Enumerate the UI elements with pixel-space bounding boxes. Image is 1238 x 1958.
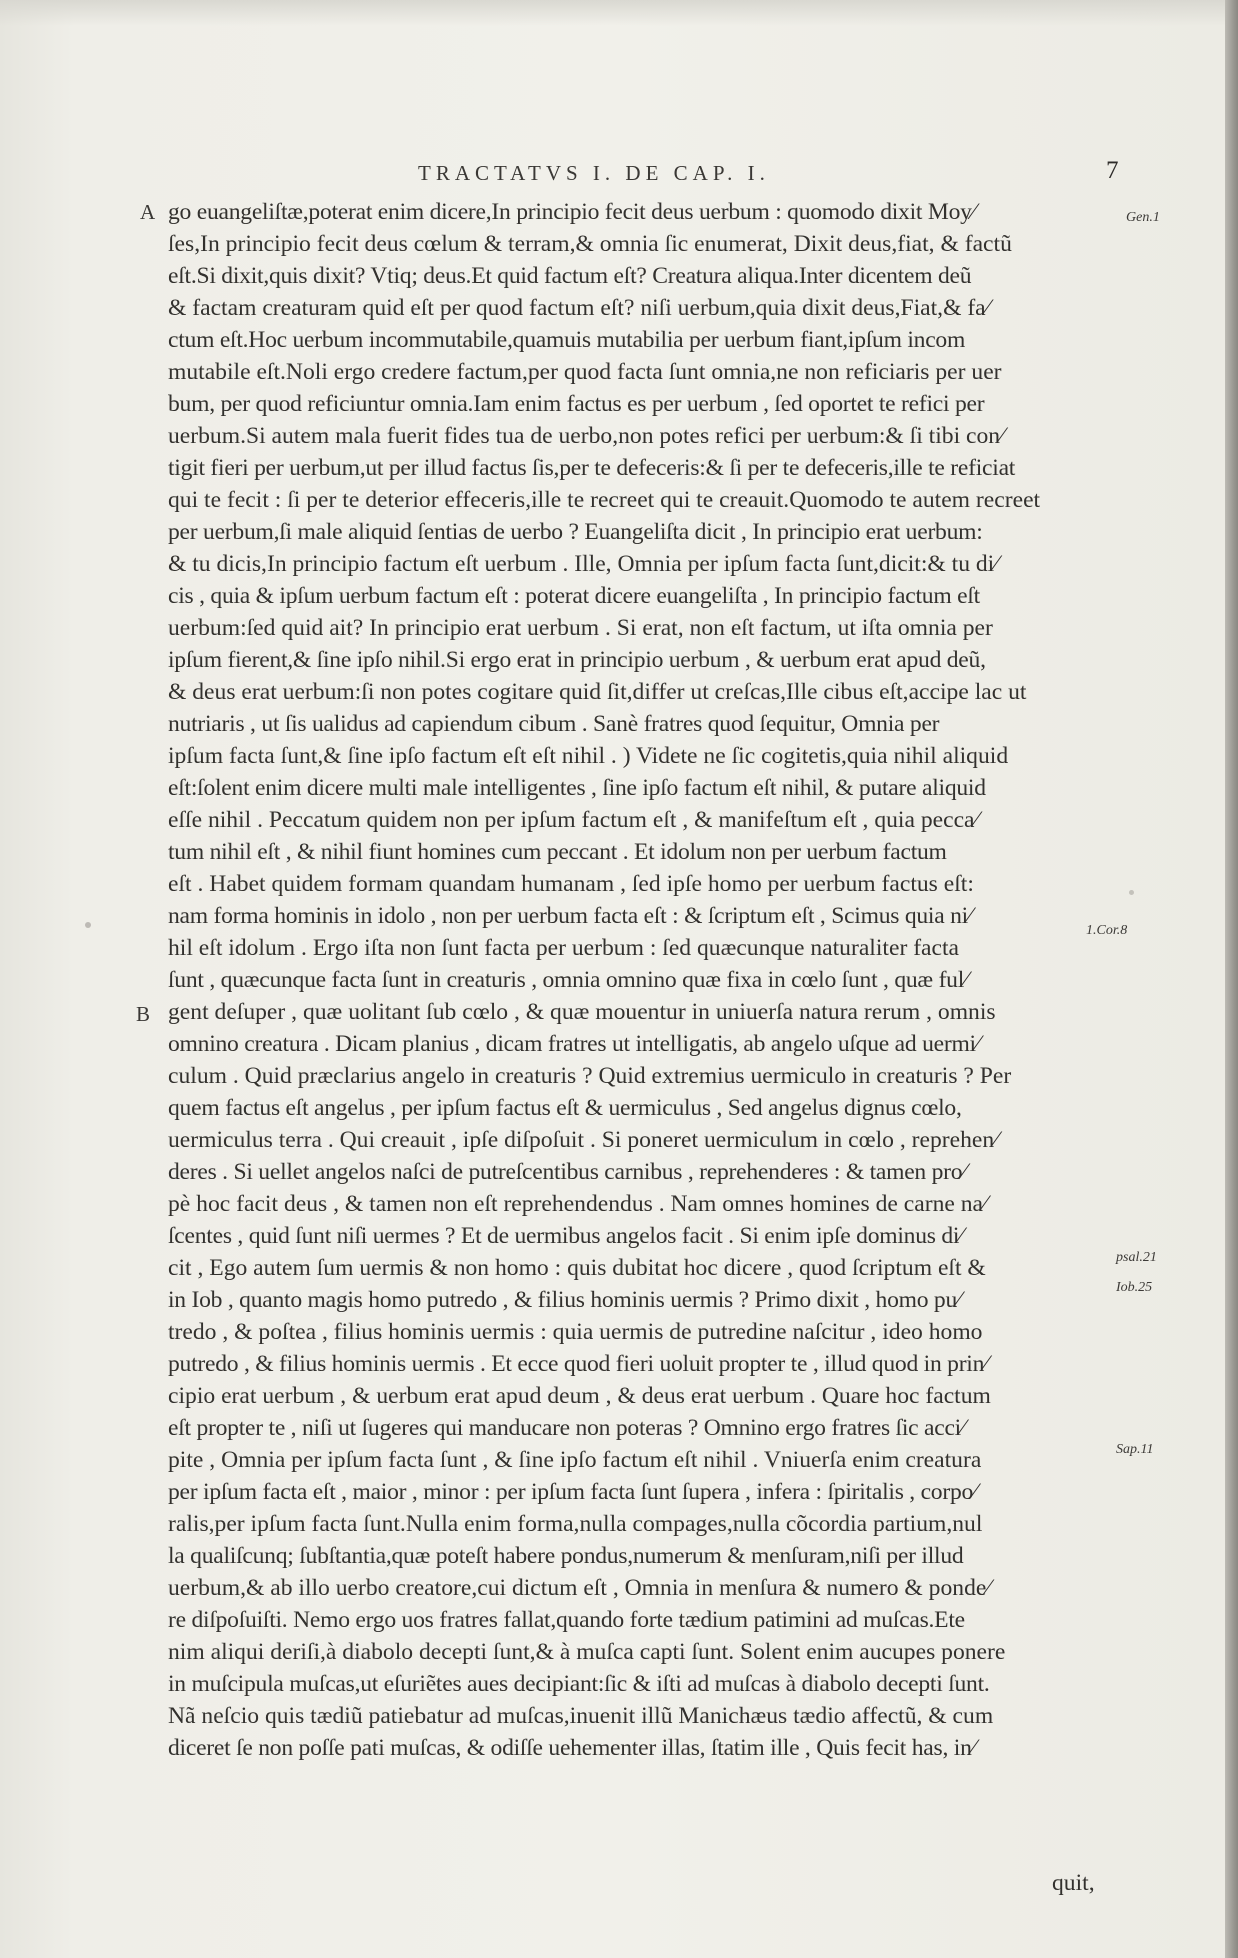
text-line: & factam creaturam quid eſt per quod factum eſt? niſi uerbum,quia dixit deus,Fiat,& fa⁄ xyxy=(168,295,990,321)
text-line: in Iob , quanto magis homo putredo , & filius hominis uermis ? Primo dixit , homo pu⁄ xyxy=(168,1287,961,1313)
text-line: pite , Omnia per ipſum facta ſunt , & ſine ipſo factum eſt nihil . Vniuerſa enim creatura xyxy=(168,1447,982,1473)
text-line: eſt . Habet quidem formam quandam humanam , ſed ipſe homo per uerbum factus eſt: xyxy=(168,871,974,897)
text-line: qui te fecit : ſi per te deterior effeceris,ille te recreet qui te creauit.Quomodo te autem recreet xyxy=(168,487,1041,513)
text-line: gent deſuper , quæ uolitant ſub cœlo , & quæ mouentur in uniuerſa natura rerum , omnis xyxy=(168,999,996,1025)
text-line: la qualiſcunq; ſubſtantia,quæ poteſt habere pondus,numerum & menſuram,niſi per illud xyxy=(168,1543,964,1569)
text-line: go euangeliſtæ,poterat enim dicere,In principio fecit deus uerbum : quomodo dixit Moy⁄ xyxy=(168,199,976,225)
text-line: ſcentes , quid ſunt niſi uermes ? Et de uermibus angelos facit . Si enim ipſe dominus di⁄ xyxy=(168,1223,963,1249)
running-header xyxy=(0,157,1238,191)
text-line: eſt propter te , niſi ut ſugeres qui manducare non poteras ? Omnino ergo fratres ſic acci⁄ xyxy=(168,1415,965,1441)
text-line: nim aliqui deriſi,à diabolo decepti ſunt,& à muſca capti ſunt. Solent enim aucupes ponere xyxy=(168,1639,1006,1665)
page-number: 7 xyxy=(1106,157,1119,184)
text-line: tum nihil eſt , & nihil fiunt homines cum peccant . Et idolum non per uerbum factum xyxy=(168,839,947,865)
text-line: pè hoc facit deus , & tamen non eſt reprehendendus . Nam omnes homines de carne na⁄ xyxy=(168,1191,987,1217)
text-line: uerbum,& ab illo uerbo creatore,cui dictum eſt , Omnia in menſura & numero & ponde⁄ xyxy=(168,1575,991,1601)
running-title: TRACTATVS I. DE CAP. I. xyxy=(418,161,770,185)
body-text xyxy=(168,196,1120,1796)
text-line xyxy=(168,1764,1120,1796)
margin-note-sap: Sap.11 xyxy=(1116,1442,1154,1457)
text-line: ſes,In principio fecit deus cœlum & terram,& omnia ſic enumerat, Dixit deus,fiat, & factũ xyxy=(168,231,1012,257)
text-line: eſt:ſolent enim dicere multi male intelligentes , ſine ipſo factum eſt nihil, & putare aliquid xyxy=(168,775,986,801)
margin-note-cor: 1.Cor.8 xyxy=(1086,923,1128,938)
text-line: ctum eſt.Hoc uerbum incommutabile,quamuis mutabilia per uerbum fiant,ipſum incom xyxy=(168,327,966,353)
margin-note-psal: psal.21 xyxy=(1116,1250,1157,1265)
text-line: ralis,per ipſum facta ſunt.Nulla enim forma,nulla compages,nulla cõcordia partium,nul xyxy=(168,1511,983,1537)
text-line: per uerbum,ſi male aliquid ſentias de uerbo ? Euangeliſta dicit , In principio erat uerbum: xyxy=(168,519,983,545)
text-line: uermiculus terra . Qui creauit , ipſe diſpoſuit . Si poneret uermiculum in cœlo , reprehen⁄ xyxy=(168,1127,999,1153)
text-line: & deus erat uerbum:ſi non potes cogitare quid ſit,differ ut creſcas,Ille cibus eſt,accipe lac ut xyxy=(168,679,1027,705)
text-line: & tu dicis,In principio factum eſt uerbum . Ille, Omnia per ipſum facta ſunt,dicit:& tu di⁄ xyxy=(168,551,999,577)
text-line: culum . Quid præclarius angelo in creaturis ? Quid extremius uermiculo in creaturis ? Per xyxy=(168,1063,1012,1089)
section-letter-b: B xyxy=(136,1002,151,1026)
text-line: tigit fieri per uerbum,ut per illud factus ſis,per te defeceris:& ſi per te defeceris,ille te reficiat xyxy=(168,455,1016,481)
paper-speck xyxy=(1129,890,1134,895)
page-gutter-edge xyxy=(1225,0,1238,1958)
section-letter-a: A xyxy=(140,200,156,224)
text-line: Nã neſcio quis tædiũ patiebatur ad muſcas,inuenit illũ Manichæus tædio affectũ, & cum xyxy=(168,1703,994,1729)
text-line: ipſum fierent,& ſine ipſo nihil.Si ergo erat in principio uerbum , & uerbum erat apud deũ, xyxy=(168,647,986,673)
text-line: re diſpoſuiſti. Nemo ergo uos fratres fallat,quando forte tædium patimini ad muſcas.Ete xyxy=(168,1607,965,1633)
paper-speck xyxy=(85,922,91,928)
text-line: cipio erat uerbum , & uerbum erat apud deum , & deus erat uerbum . Quare hoc factum xyxy=(168,1383,991,1409)
margin-note-iob: Iob.25 xyxy=(1116,1280,1153,1295)
text-line: uerbum:ſed quid ait? In principio erat uerbum . Si erat, non eſt factum, ut iſta omnia per xyxy=(168,615,993,641)
margin-note-gen: Gen.1 xyxy=(1126,210,1160,225)
text-line: hil eſt idolum . Ergo iſta non ſunt facta per uerbum : ſed quæcunque naturaliter facta xyxy=(168,935,960,961)
text-line: diceret ſe non poſſe pati muſcas, & odiſſe uehementer illas, ſtatim ille , Quis fecit has, in⁄ xyxy=(168,1735,976,1761)
page-top-shadow xyxy=(0,0,1225,26)
text-line: cis , quia & ipſum uerbum factum eſt : poterat dicere euangeliſta , In principio factum eſt xyxy=(168,583,980,609)
text-line: nam forma hominis in idolo , non per uerbum facta eſt : & ſcriptum eſt , Scimus quia ni⁄ xyxy=(168,903,972,929)
text-line: quem factus eſt angelus , per ipſum factus eſt & uermiculus , Sed angelus dignus cœlo, xyxy=(168,1095,962,1121)
text-line: bum, per quod reficiuntur omnia.Iam enim factus es per uerbum , ſed oportet te refici per xyxy=(168,391,985,417)
text-line: nutriaris , ut ſis ualidus ad capiendum cibum . Sanè fratres quod ſequitur, Omnia per xyxy=(168,711,940,737)
text-line: omnino creatura . Dicam planius , dicam fratres ut intelligatis, ab angelo uſque ad uermi⁄ xyxy=(168,1031,980,1057)
text-line: eſt.Si dixit,quis dixit? Vtiq; deus.Et quid factum eſt? Creatura aliqua.Inter dicentem deũ xyxy=(168,263,972,289)
text-line: in muſcipula muſcas,ut eſuriẽtes aues decipiant:ſic & iſti ad muſcas à diabolo decepti ſunt. xyxy=(168,1671,990,1697)
text-line: putredo , & filius hominis uermis . Et ecce quod fieri uoluit propter te , illud quod in prin⁄ xyxy=(168,1351,988,1377)
text-line: per ipſum facta eſt , maior , minor : per ipſum facta ſunt ſupera , infera : ſpiritalis , corpo⁄ xyxy=(168,1479,977,1505)
text-line: deres . Si uellet angelos naſci de putreſcentibus carnibus , reprehenderes : & tamen pro⁄ xyxy=(168,1159,967,1185)
text-line: tredo , & poſtea , filius hominis uermis : quia uermis de putredine naſcitur , ideo homo xyxy=(168,1319,983,1345)
text-line: ſunt , quæcunque facta ſunt in creaturis , omnia omnino quæ fixa in cœlo ſunt , quæ ful⁄ xyxy=(168,967,968,993)
text-line: ipſum facta ſunt,& ſine ipſo factum eſt eſt nihil . ) Videte ne ſic cogitetis,quia nihil aliquid xyxy=(168,743,1009,769)
text-line: uerbum.Si autem mala fuerit fides tua de uerbo,non potes refici per uerbum:& ſi tibi con⁄ xyxy=(168,423,1005,449)
text-line: cit , Ego autem ſum uermis & non homo : quis dubitat hoc dicere , quod ſcriptum eſt & xyxy=(168,1255,986,1281)
text-line: mutabile eſt.Noli ergo credere factum,per quod facta ſunt omnia,ne non reficiaris per uer xyxy=(168,359,1002,385)
catchword: quit, xyxy=(1052,1870,1095,1896)
text-line: eſſe nihil . Peccatum quidem non per ipſum factum eſt , & manifeſtum eſt , quia pecca⁄ xyxy=(168,807,979,833)
